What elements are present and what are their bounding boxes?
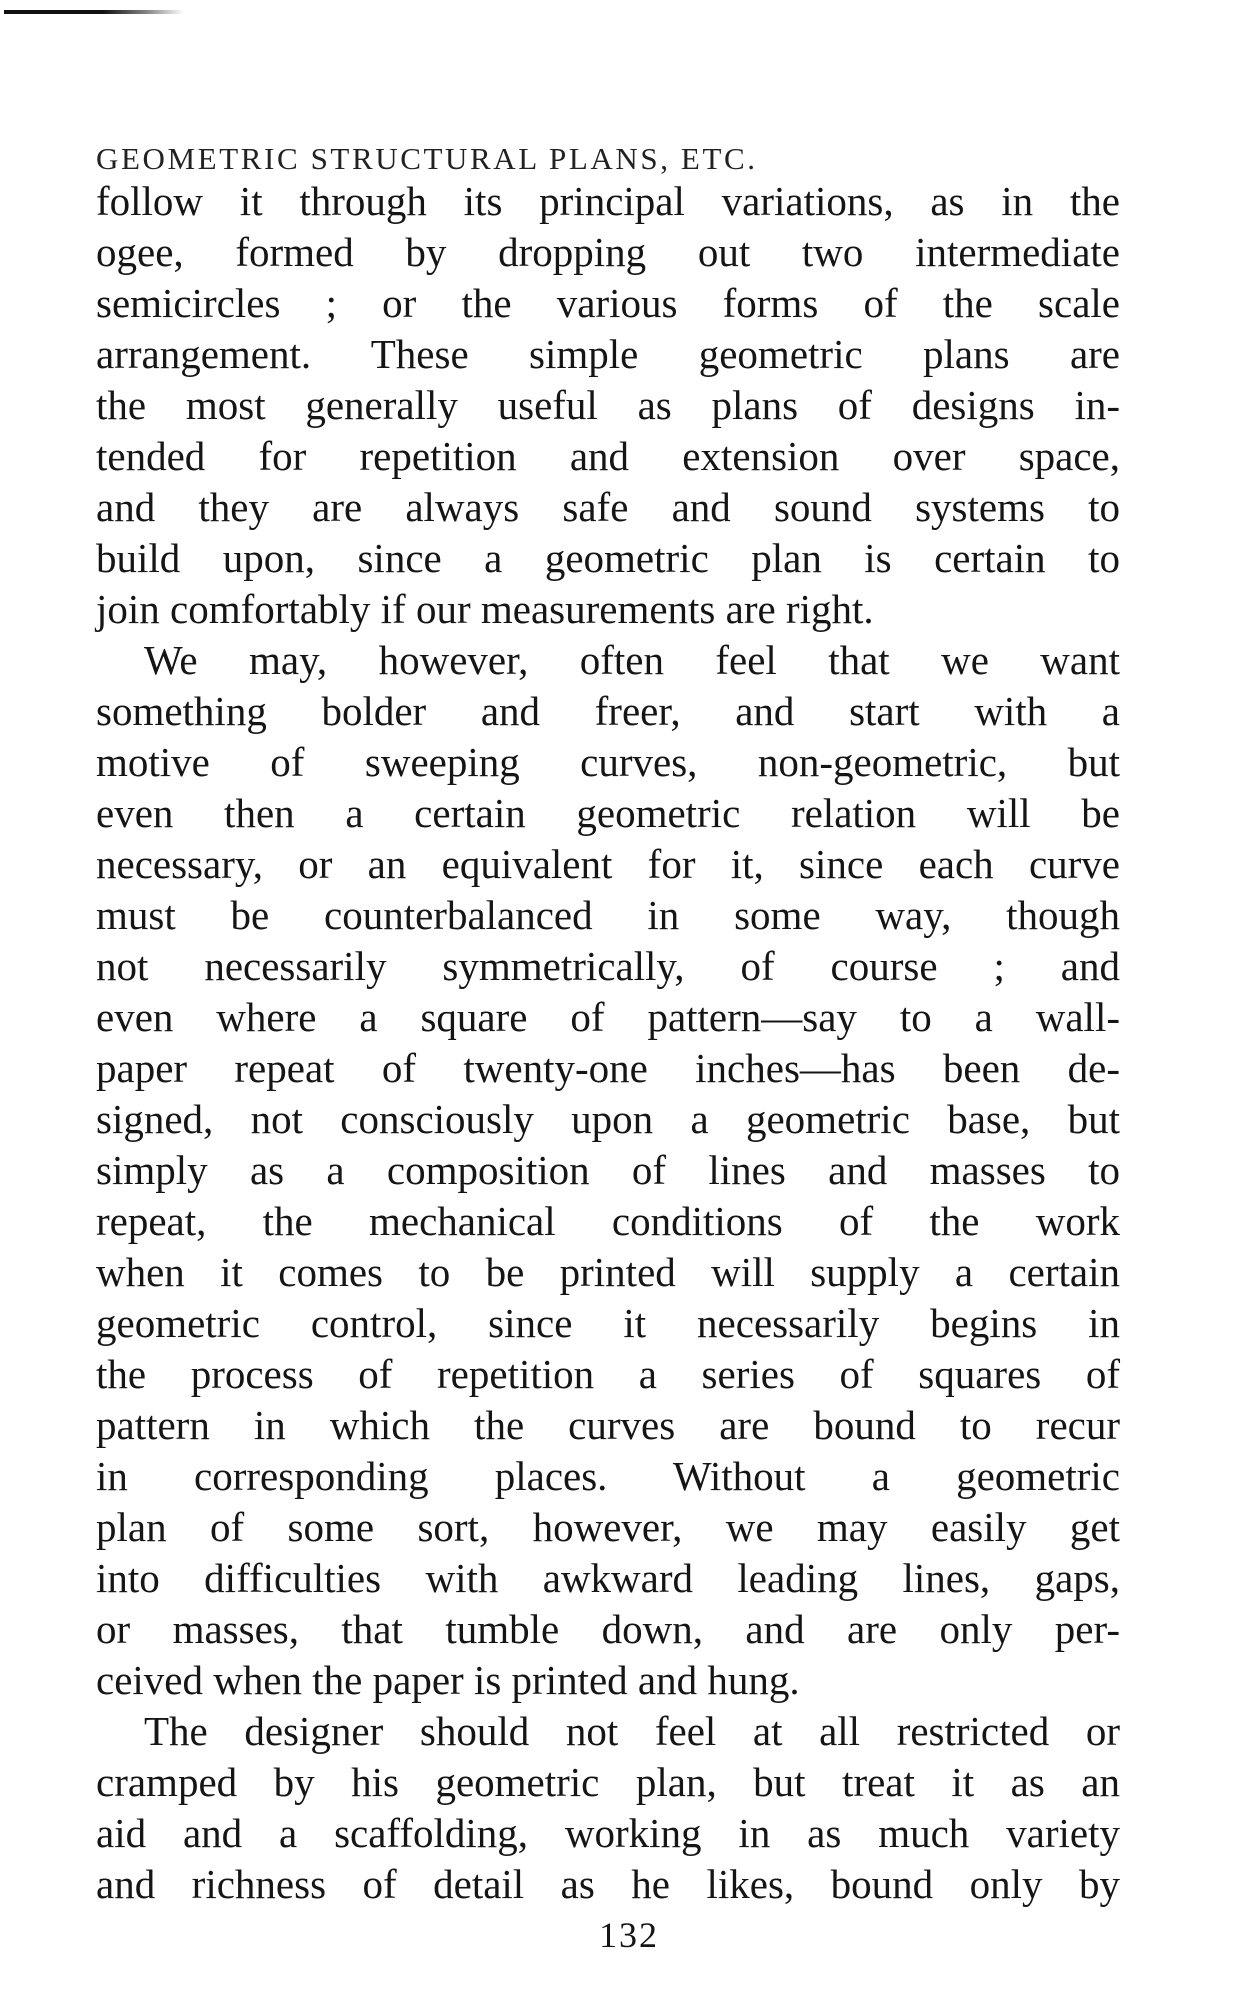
body-text <box>96 176 1120 1910</box>
text-line: motive of sweeping curves, non-geometric, but <box>96 739 1120 785</box>
text-line: build upon, since a geometric plan is certain to <box>96 535 1120 581</box>
text-line: into difficulties with awkward leading lines, gaps, <box>96 1555 1120 1601</box>
text-line: the most generally useful as plans of designs in- <box>96 382 1120 428</box>
text-line: We may, however, often feel that we want <box>144 637 1120 683</box>
text-line: join comfortably if our measurements are right. <box>96 586 874 632</box>
text-line: paper repeat of twenty-one inches—has been de- <box>96 1045 1120 1091</box>
text-line: and they are always safe and sound systems to <box>96 484 1120 530</box>
text-line: signed, not consciously upon a geometric base, but <box>96 1096 1120 1142</box>
text-line: geometric control, since it necessarily begins in <box>96 1300 1120 1346</box>
text-line: the process of repetition a series of squares of <box>96 1351 1120 1397</box>
text-line: The designer should not feel at all restricted or <box>144 1708 1120 1754</box>
text-line: not necessarily symmetrically, of course ; and <box>96 943 1120 989</box>
text-line: something bolder and freer, and start with a <box>96 688 1120 734</box>
text-line: arrangement. These simple geometric plans are <box>96 331 1120 377</box>
text-line: pattern in which the curves are bound to recur <box>96 1402 1120 1448</box>
text-line: and richness of detail as he likes, bound only by <box>96 1861 1120 1907</box>
text-line: cramped by his geometric plan, but treat it as an <box>96 1759 1120 1805</box>
text-line: or masses, that tumble down, and are only per- <box>96 1606 1120 1652</box>
corner-rule <box>4 10 184 14</box>
running-head: GEOMETRIC STRUCTURAL PLANS, ETC. <box>96 141 758 176</box>
text-line: even then a certain geometric relation will be <box>96 790 1120 836</box>
text-line: ceived when the paper is printed and hung. <box>96 1657 800 1703</box>
text-line: semicircles ; or the various forms of the scale <box>96 280 1120 326</box>
page-number: 132 <box>599 1915 659 1955</box>
text-line: plan of some sort, however, we may easily get <box>96 1504 1120 1550</box>
text-line: follow it through its principal variations, as in the <box>96 178 1120 224</box>
text-line: even where a square of pattern—say to a wall- <box>96 994 1120 1040</box>
text-line: necessary, or an equivalent for it, since each curve <box>96 841 1120 887</box>
text-line: simply as a composition of lines and masses to <box>96 1147 1120 1193</box>
text-line: tended for repetition and extension over space, <box>96 433 1120 479</box>
text-line: repeat, the mechanical conditions of the work <box>96 1198 1120 1244</box>
text-line: must be counterbalanced in some way, though <box>96 892 1120 938</box>
text-line: when it comes to be printed will supply a certain <box>96 1249 1120 1295</box>
text-line: in corresponding places. Without a geometric <box>96 1453 1120 1499</box>
text-line: aid and a scaffolding, working in as much variety <box>96 1810 1120 1856</box>
text-line: ogee, formed by dropping out two intermediate <box>96 229 1120 275</box>
